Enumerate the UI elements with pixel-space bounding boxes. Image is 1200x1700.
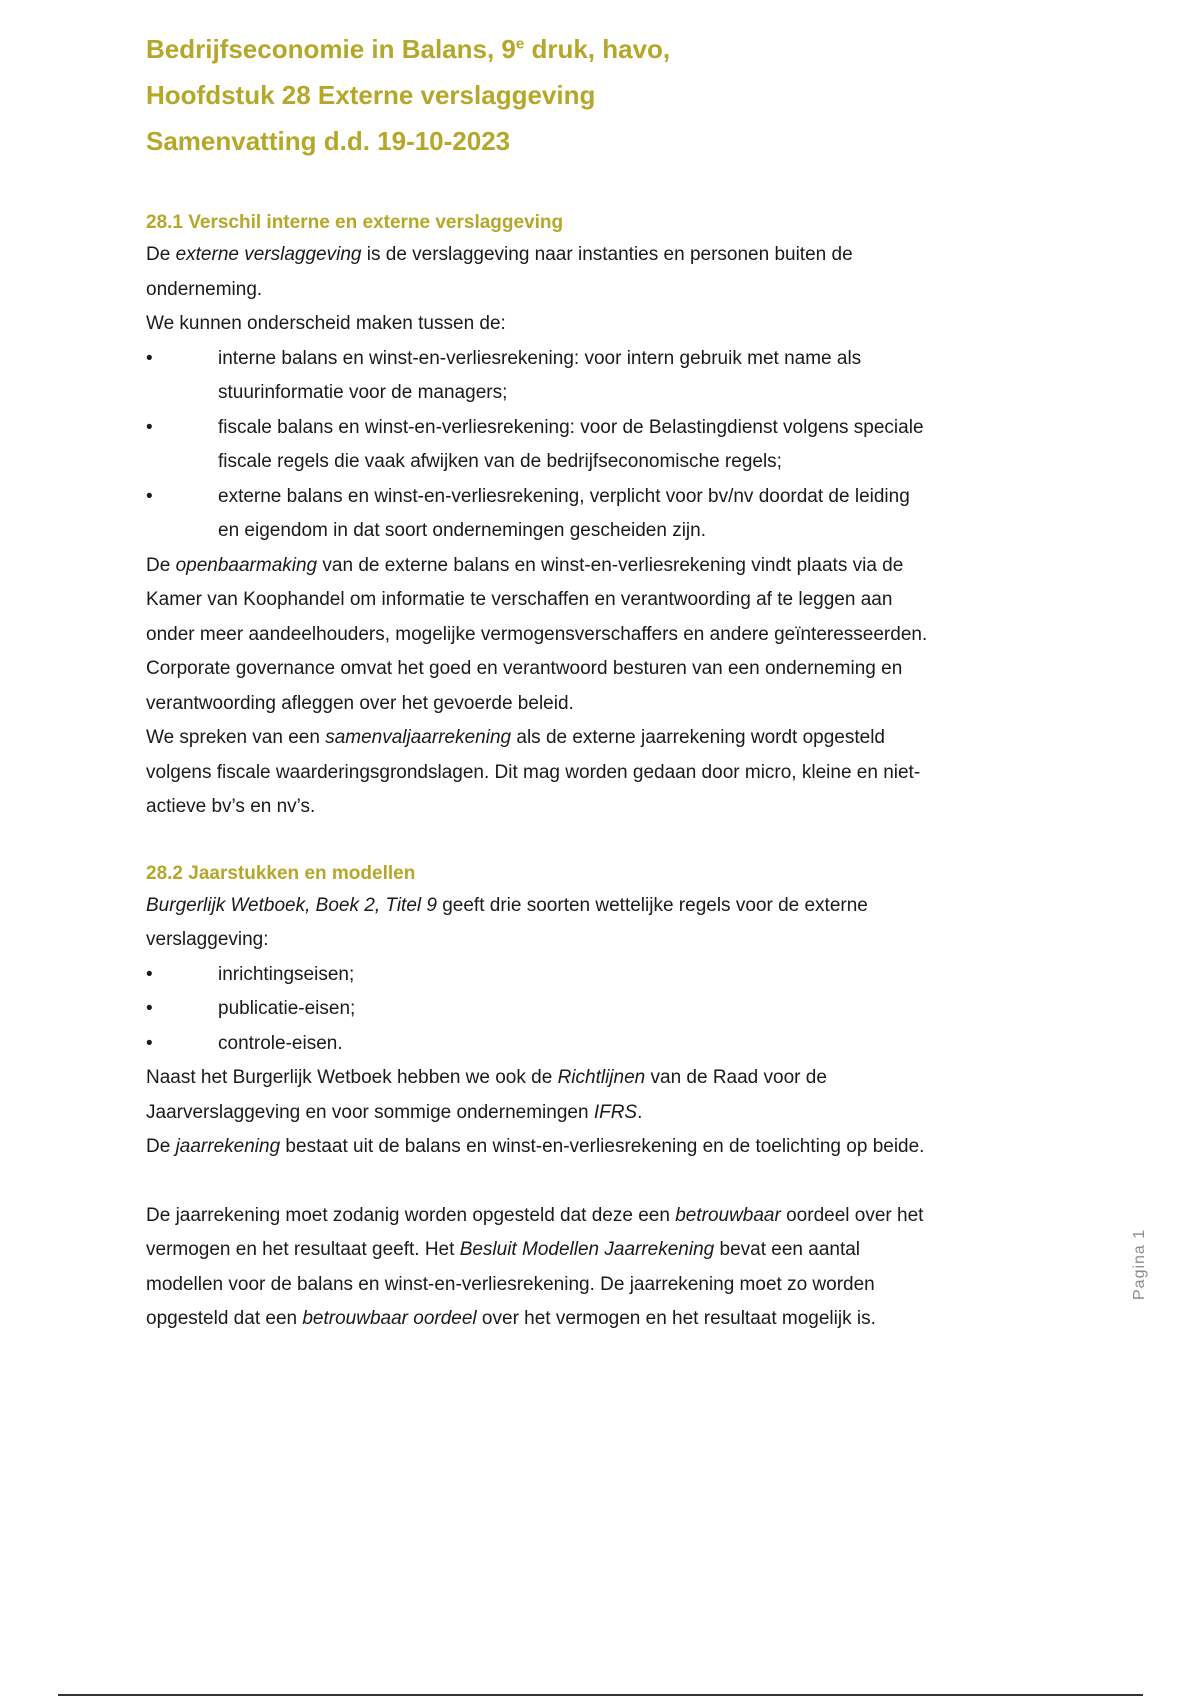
paragraph-line: onderneming. — [146, 278, 263, 300]
paragraph: Naast het Burgerlijk Wetboek hebben we ook de Richtlijnen van de Raad voor de — [146, 1067, 827, 1088]
paragraph-spacer — [146, 1165, 1076, 1199]
title-text: Bedrijfseconomie in Balans, 9 — [146, 34, 516, 64]
title-text: druk, havo, — [524, 34, 671, 64]
paragraph: De externe verslaggeving is de verslaggeving naar instanties en personen buiten de — [146, 244, 853, 265]
title-line-3 — [146, 118, 670, 164]
term-italic: betrouwbaar — [675, 1204, 781, 1226]
term-italic: IFRS — [593, 1101, 638, 1123]
paragraph: We spreken van een samenvaljaarrekening als de externe jaarrekening wordt opgesteld — [146, 727, 885, 748]
term-italic: samenvaljaarrekening — [325, 727, 512, 748]
paragraph: Burgerlijk Wetboek, Boek 2, Titel 9 geeft drie soorten wettelijke regels voor de externe — [146, 894, 868, 916]
bullet-icon: • — [146, 963, 153, 985]
section-heading-28-1: 28.1 Verschil interne en externe verslaggeving — [146, 212, 564, 233]
list-item: • externe balans en winst-en-verliesrekening, verplicht voor bv/nv doordat de leiding en eigendom in dat soort ondernemingen gescheiden zijn. — [146, 480, 1076, 549]
term-italic: Burgerlijk Wetboek, Boek 2, Titel 9 — [146, 894, 437, 916]
title-line-2 — [146, 72, 670, 118]
paragraph: We kunnen onderscheid maken tussen de: — [146, 313, 506, 334]
paragraph-line: Kamer van Koophandel om informatie te verschaffen en verantwoording af te leggen aan — [146, 589, 893, 610]
title-text: Samenvatting d.d. 19-10-2023 — [146, 126, 511, 156]
paragraph-line: modellen voor de balans en winst-en-verliesrekening. De jaarrekening moet zo worden — [146, 1273, 875, 1295]
bullet-icon: • — [146, 1032, 153, 1054]
section-spacer — [146, 825, 1076, 859]
term-italic: openbaarmaking — [175, 554, 318, 576]
paragraph: Corporate governance omvat het goed en verantwoord besturen van een onderneming en — [146, 658, 903, 679]
document-body — [146, 208, 1076, 1337]
bullet-icon: • — [146, 485, 153, 507]
bullet-icon: • — [146, 998, 153, 1019]
title-superscript: e — [515, 35, 525, 53]
paragraph-line: opgesteld dat een betrouwbaar oordeel over het vermogen en het resultaat mogelijk is. — [146, 1308, 876, 1329]
list-item: • publicatie-eisen; — [146, 992, 1076, 1027]
term-italic: jaarrekening — [175, 1136, 281, 1157]
page-number: Pagina 1 — [1131, 1228, 1148, 1300]
term-italic: betrouwbaar oordeel — [302, 1308, 477, 1329]
document-title — [146, 26, 670, 164]
title-line-1 — [146, 26, 670, 72]
footer-divider — [58, 1694, 1143, 1696]
paragraph-line: actieve bv’s en nv’s. — [146, 796, 316, 817]
paragraph-line: volgens fiscale waarderingsgrondslagen. Dit mag worden gedaan door micro, kleine en niet- — [146, 761, 921, 783]
title-text: Hoofdstuk 28 Externe verslaggeving — [146, 80, 596, 110]
paragraph-line: verantwoording afleggen over het gevoerde beleid. — [146, 692, 574, 714]
paragraph-line: onder meer aandeelhouders, mogelijke vermogensverschaffers en andere geïnteresseerden. — [146, 623, 928, 645]
paragraph: De openbaarmaking van de externe balans en winst-en-verliesrekening vindt plaats via de — [146, 554, 904, 576]
paragraph: De jaarrekening bestaat uit de balans en winst-en-verliesrekening en de toelichting op beide. — [146, 1136, 925, 1157]
bullet-icon: • — [146, 347, 153, 369]
paragraph: De jaarrekening moet zodanig worden opgesteld dat deze een betrouwbaar oordeel over het — [146, 1204, 924, 1226]
list-item: • interne balans en winst-en-verliesrekening: voor intern gebruik met name als stuurinformatie voor de managers; — [146, 342, 1076, 411]
paragraph-line: Jaarverslaggeving en voor sommige ondernemingen IFRS. — [146, 1101, 643, 1123]
paragraph-line: vermogen en het resultaat geeft. Het Besluit Modellen Jaarrekening bevat een aantal — [146, 1239, 861, 1260]
term-italic: Richtlijnen — [557, 1067, 646, 1088]
bullet-icon: • — [146, 416, 153, 438]
list-item: • fiscale balans en winst-en-verliesrekening: voor de Belastingdienst volgens speciale fiscale regels die vaak afwijken van de bedrijfseconomische regels; — [146, 411, 1076, 480]
term-italic: externe verslaggeving — [175, 244, 362, 265]
list-item: • controle-eisen. — [146, 1027, 1076, 1062]
term-italic: Besluit Modellen Jaarrekening — [459, 1239, 715, 1260]
paragraph-line: verslaggeving: — [146, 929, 269, 950]
list-item: • inrichtingseisen; — [146, 958, 1076, 993]
section-heading-28-2: 28.2 Jaarstukken en modellen — [146, 862, 416, 884]
